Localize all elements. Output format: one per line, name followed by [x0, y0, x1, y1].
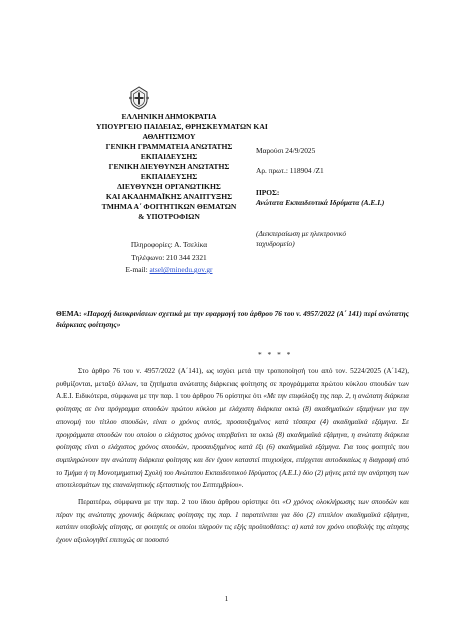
header-line-general-directorate-cont: ΕΚΠΑΙΔΕΥΣΗΣ	[140, 172, 198, 181]
subject-text: «Παροχή διευκρινίσεων σχετικά με την εφαρμογή του άρθρου 76 του ν. 4957/2022 (Α΄ 141) περί ανώτατης διάρκειας φοίτησης»	[56, 309, 409, 329]
header-line-ministry-cont: ΑΘΛΗΤΙΣΜΟΥ	[142, 132, 196, 141]
header-line-directorate: ΔΙΕΥΘΥΝΣΗ ΟΡΓΑΝΩΤΙΚΗΣ	[117, 182, 221, 191]
greek-coat-of-arms-icon	[128, 86, 150, 110]
email-label: E-mail:	[125, 265, 150, 274]
paragraph-2-intro: Περαιτέρω, σύμφωνα με την παρ. 2 του ίδιου άρθρου ορίστηκε ότι	[78, 498, 283, 507]
recipient-label: ΠΡΟΣ:	[256, 188, 280, 197]
header-line-secretariat: ΓΕΝΙΚΗ ΓΡΑΜΜΑΤΕΙΑ ΑΝΩΤΑΤΗΣ	[105, 142, 233, 151]
contact-block	[96, 239, 242, 277]
delivery-note: (Διεκπεραίωση με ηλεκτρονικό ταχυδρομείο)	[256, 229, 347, 248]
paragraph-1-quote: «Με την επιφύλαξη της παρ. 2, η ανώτατη διάρκεια φοίτησης σε ένα πρόγραμμα σπουδών πρώτου κύκλου με ελάχιστη διάρκεια οκτώ (8) ακαδημαϊκών εξαμήνων για την απονομή του τίτλου σπουδών, είναι ο χρόνος αυτός, προσαυξημένος κατά τέσσερα (4) ακαδημαϊκά εξάμηνα. Σε προγράμματα σπουδών του οποίου ο ελάχιστος χρόνος υπερβαίνει τα οκτώ (8) ακαδημαϊκά εξάμηνα, η ανώτατη διάρκεια φοίτησης είναι ο ελάχιστος χρόνος σπουδών, προσαυξημένος κατά έξι (6) ακαδημαϊκά εξάμηνα. Για τους φοιτητές που συμπληρώνουν την ανώτατη διάρκεια φοίτησης και δεν έχουν καταστεί πτυχιούχοι, επέρχεται αυτοδικαίως η διαγραφή από το Τμήμα ή τη Μονοτμηματική Σχολή του Ανώτατου Εκπαιδευτικού Ιδρύματος (Α.Ε.Ι.) δύο (2) μήνες μετά την ανάρτηση των αποτελεσμάτων της επαναληπτικής εξεταστικής του Σεπτεμβρίου».	[56, 392, 409, 490]
body-paragraph-2	[56, 496, 409, 547]
header-line-ministry: ΥΠΟΥΡΓΕΙΟ ΠΑΙΔΕΙΑΣ, ΘΡΗΣΚΕΥΜΑΤΩΝ ΚΑΙ	[96, 122, 268, 131]
section-separator: * * * *	[258, 350, 293, 359]
recipient-value: Ανώτατα Εκπαιδευτικά Ιδρύματα (Α.Ε.Ι.)	[256, 198, 385, 207]
contact-info: Πληροφορίες: Α. Τσελίκα	[130, 240, 208, 249]
header-line-department: ΤΜΗΜΑ Α΄ ΦΟΙΤΗΤΙΚΩΝ ΘΕΜΑΤΩΝ	[101, 202, 237, 211]
protocol-number: Αρ. πρωτ.: 118904 /Ζ1	[256, 166, 324, 175]
paragraph-1-intro: Στο άρθρο 76 του ν. 4957/2022 (Α΄141), ως ισχύει μετά την τροποποίησή του από τον. 5224/2025 (Α΄142), ρυθμίζονται, μεταξύ άλλων, τα ζητήματα ανώτατης διάρκειας φοίτησης σε προγράμματα πρώτου κύκλου σπουδών των Α.Ε.Ι. Ειδικότερα, σύμφωνα με την παρ. 1 του άρθρου 76 ορίστηκε ότι	[56, 367, 409, 401]
subject-line	[56, 308, 416, 330]
subject-label: ΘΕΜΑ:	[56, 309, 84, 318]
header-line-country: ΕΛΛΗΝΙΚΗ ΔΗΜΟΚΡΑΤΙΑ	[121, 112, 217, 121]
page-number: 1	[224, 594, 229, 603]
email-link[interactable]: atsel@minedu.gov.gr	[149, 265, 213, 274]
header-line-general-directorate: ΓΕΝΙΚΗ ΔΙΕΥΘΥΝΣΗ ΑΝΩΤΑΤΗΣ	[108, 162, 230, 171]
document-date: Μαρούσι 24/9/2025	[256, 146, 316, 155]
contact-email-line	[96, 264, 242, 277]
contact-phone: Τηλέφωνο: 210 344 2321	[131, 252, 207, 262]
paragraph-2-quote: «Ο χρόνος ολοκλήρωσης των σπουδών και πέραν της ανώτατης χρονικής διάρκειας φοίτησης της παρ. 1 παρατείνεται για δύο (2) επιπλέον ακαδημαϊκά εξάμηνα, κατόπιν υποβολής αίτησης, σε φοιτητές οι οποίοι πληρούν τις εξής προϋποθέσεις: α) κατά τον χρόνο υποβολής της αίτησης έχουν αξιολογηθεί επιτυχώς σε ποσοστό	[56, 498, 410, 545]
body-paragraph-1	[56, 365, 409, 492]
header-line-department-cont: & ΥΠΟΤΡΟΦΙΩΝ	[138, 212, 200, 221]
document-body	[56, 365, 409, 547]
header-line-directorate-cont: ΚΑΙ ΑΚΑΔΗΜΑΪΚΗΣ ΑΝΑΠΤΥΞΗΣ	[105, 192, 233, 201]
header-line-secretariat-cont: ΕΚΠΑΙΔΕΥΣΗΣ	[140, 152, 198, 161]
